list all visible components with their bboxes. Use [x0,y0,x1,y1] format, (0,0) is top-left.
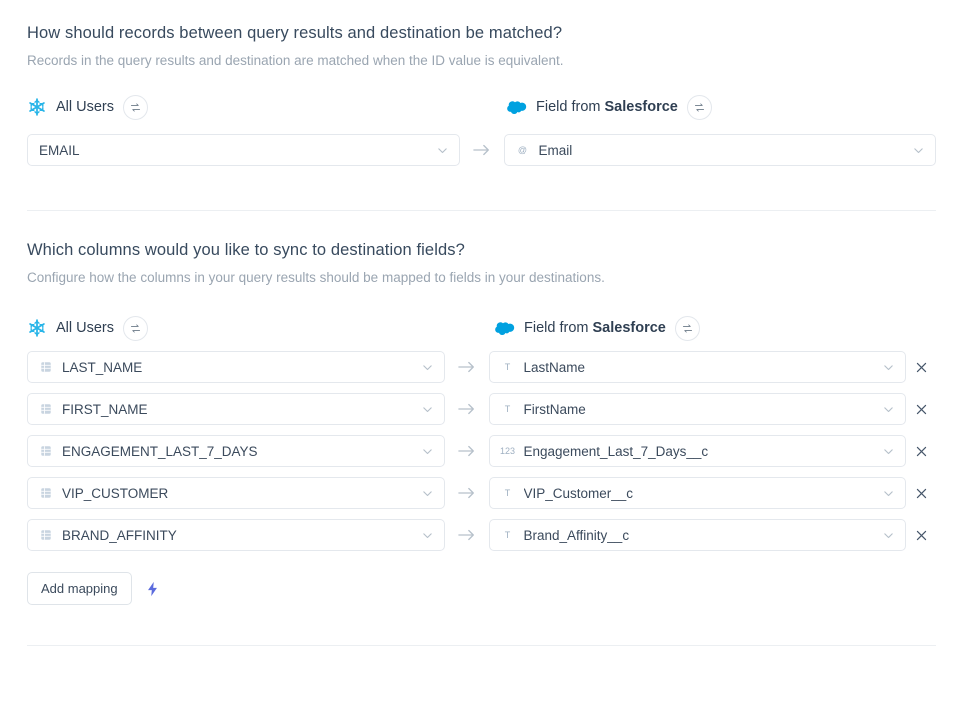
mapping-source-select[interactable] [27,351,445,383]
chevron-down-icon [413,529,434,542]
table-column-icon [39,360,53,374]
mapping-source-select[interactable] [27,393,445,425]
chevron-down-icon [428,144,449,157]
mapping-list [27,351,936,551]
mapping-destination-value: LastName [523,359,586,375]
remove-mapping-button[interactable] [906,403,936,416]
add-mapping-button[interactable]: Add mapping [27,572,132,605]
field-type-icon: T [504,530,511,540]
mapping-destination-value: Brand_Affinity__c [523,527,630,543]
matching-source-header [27,95,463,120]
mapping-row [27,477,936,509]
salesforce-cloud-icon [495,321,515,336]
mapping-arrow-icon [445,402,489,416]
mapping-row [27,519,936,551]
mapping-destination-select[interactable] [489,477,907,509]
mapping-arrow-icon [460,143,504,157]
lightning-bolt-icon[interactable] [146,581,159,597]
columns-source-label: All Users [56,320,115,336]
remove-mapping-button[interactable] [906,529,936,542]
chevron-down-icon [874,361,895,374]
mapping-source-select[interactable] [27,477,445,509]
primary-key-mapping-row [27,134,936,166]
matching-destination-field-value: Email [538,142,573,158]
matching-destination-header [507,95,712,120]
chevron-down-icon [874,529,895,542]
chevron-down-icon [413,487,434,500]
mapping-destination-select[interactable] [489,435,907,467]
source-swap-button[interactable] [123,95,148,120]
chevron-down-icon [874,487,895,500]
chevron-down-icon [874,403,895,416]
mapping-arrow-icon [445,444,489,458]
field-type-icon: T [504,404,511,414]
table-column-icon [39,528,53,542]
record-matching-section [0,0,963,166]
mapping-destination-value: FirstName [523,401,586,417]
remove-mapping-button[interactable] [906,445,936,458]
columns-destination-label: Field from Salesforce [524,320,666,336]
snowflake-icon [27,97,47,117]
chevron-down-icon [413,445,434,458]
mapping-source-value: FIRST_NAME [62,401,148,417]
snowflake-icon [27,318,47,338]
chevron-down-icon [904,144,925,157]
matching-question-title: How should records between query results and destination be matched? [27,24,563,42]
mapping-arrow-icon [445,528,489,542]
add-mapping-row [27,572,936,605]
mapping-destination-select[interactable] [489,351,907,383]
mapping-destination-value: VIP_Customer__c [523,485,634,501]
matching-destination-label: Field from Salesforce [536,99,678,115]
mapping-destination-select[interactable] [489,393,907,425]
mapping-source-value: ENGAGEMENT_LAST_7_DAYS [62,443,258,459]
columns-destination-header [495,316,700,341]
column-mapping-section [0,211,963,605]
destination-swap-button[interactable] [687,95,712,120]
mapping-source-select[interactable] [27,519,445,551]
table-column-icon [39,402,53,416]
chevron-down-icon [874,445,895,458]
mapping-arrow-icon [445,360,489,374]
table-column-icon [39,486,53,500]
matching-headers [27,94,936,120]
salesforce-cloud-icon [507,100,527,115]
field-type-icon: 123 [499,446,516,456]
table-column-icon [39,444,53,458]
bottom-divider [27,645,936,646]
chevron-down-icon [413,403,434,416]
mapping-row [27,435,936,467]
columns-headers [27,315,936,341]
mapping-arrow-icon [445,486,489,500]
columns-source-header [27,316,451,341]
matching-source-field-value: EMAIL [39,142,80,158]
mapping-destination-select[interactable] [489,519,907,551]
remove-mapping-button[interactable] [906,487,936,500]
columns-source-swap-button[interactable] [123,316,148,341]
columns-question-title: Which columns would you like to sync to destination fields? [27,241,465,259]
mapping-source-select[interactable] [27,435,445,467]
columns-destination-swap-button[interactable] [675,316,700,341]
mapping-source-value: VIP_CUSTOMER [62,485,169,501]
mapping-row [27,351,936,383]
chevron-down-icon [413,361,434,374]
matching-source-label: All Users [56,99,115,115]
matching-destination-field-select[interactable] [504,134,937,166]
matching-question-subtitle: Records in the query results and destination are matched when the ID value is equivalent. [27,53,564,68]
matching-source-field-select[interactable] [27,134,460,166]
field-type-icon: T [504,362,511,372]
mapping-source-value: BRAND_AFFINITY [62,527,177,543]
mapping-destination-value: Engagement_Last_7_Days__c [523,443,709,459]
remove-mapping-button[interactable] [906,361,936,374]
mapping-row [27,393,936,425]
columns-question-subtitle: Configure how the columns in your query results should be mapped to fields in your destinations. [27,270,605,285]
email-type-icon: @ [517,145,528,155]
mapping-source-value: LAST_NAME [62,359,143,375]
field-type-icon: T [504,488,511,498]
